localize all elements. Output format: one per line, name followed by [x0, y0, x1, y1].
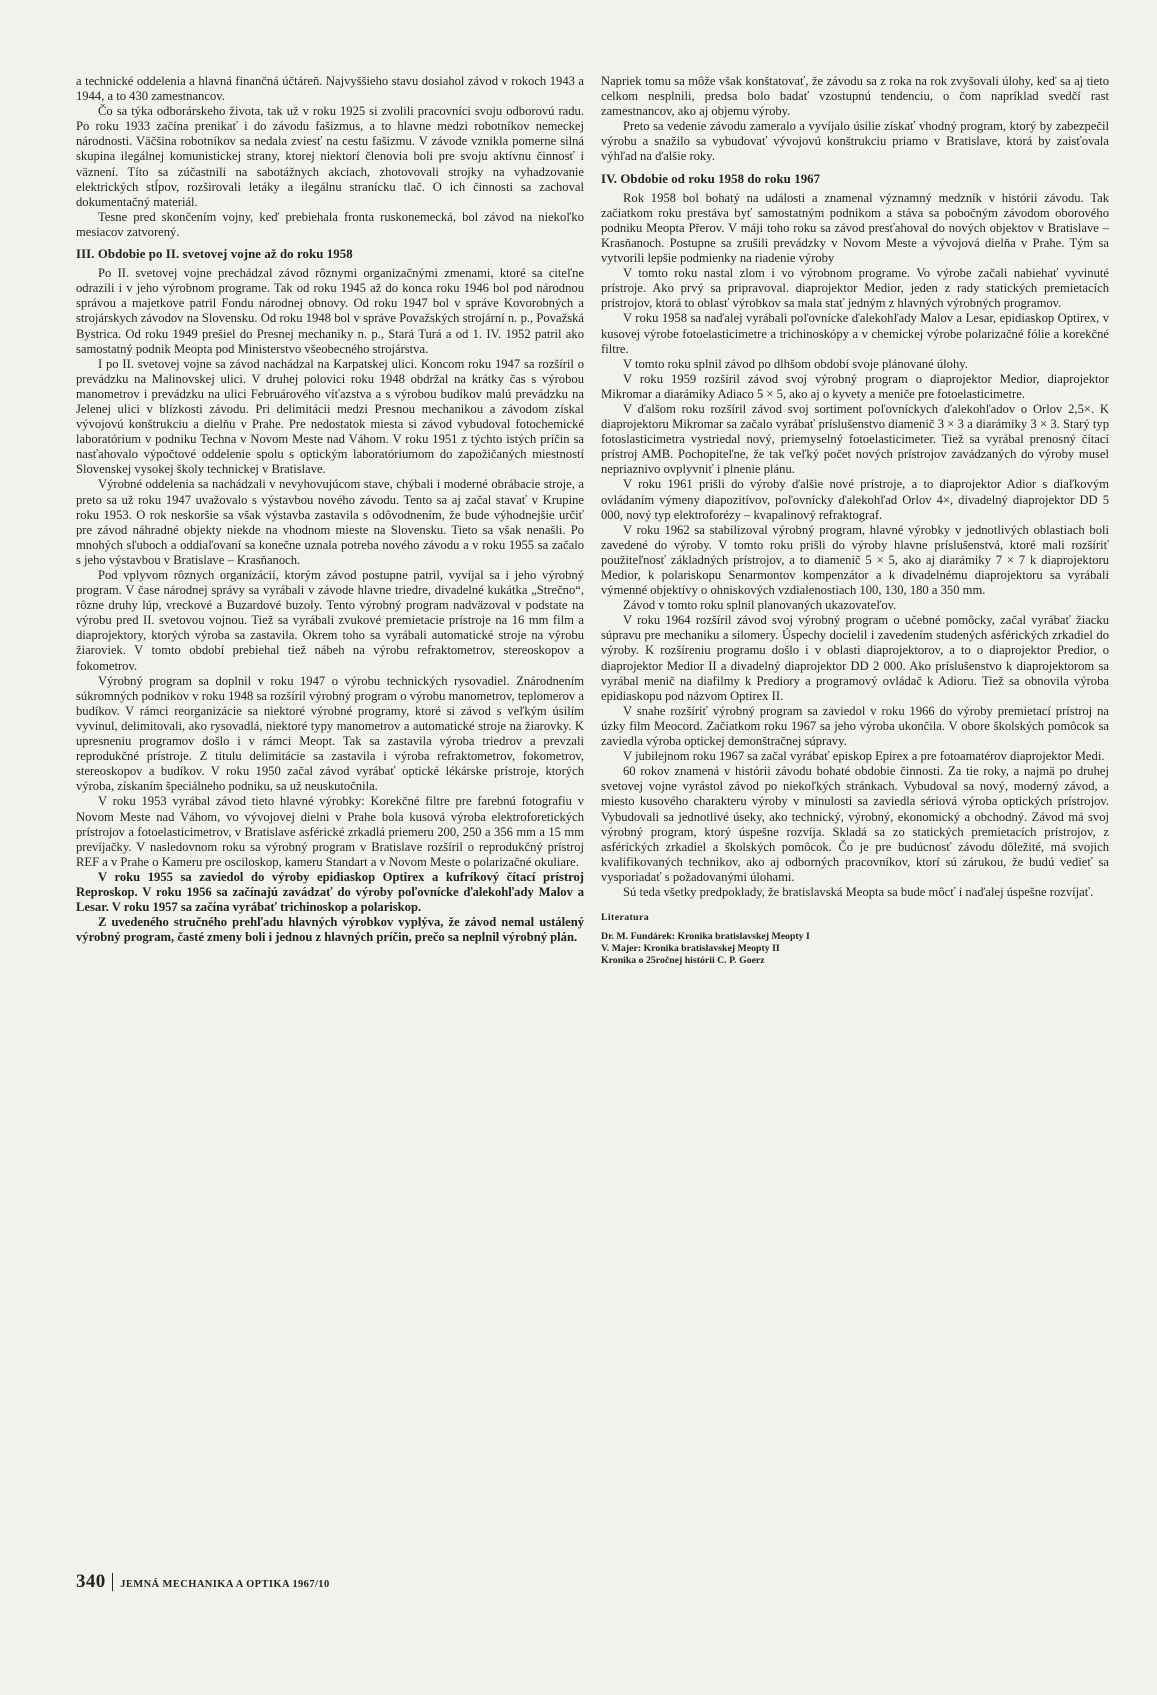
paragraph: a technické oddelenia a hlavná finančná účtáreň. Najvyššieho stavu dosiahol závod v rokoch 1943 a 1944, a to 430 zamestnancov. — [76, 74, 584, 104]
literature-item: Dr. M. Fundárek: Kronika bratislavskej Meopty I — [601, 931, 810, 943]
section-heading: III. Obdobie po II. svetovej vojne až do roku 1958 — [76, 247, 353, 262]
paragraph: Sú teda všetky predpoklady, že bratislavská Meopta sa bude môcť i naďalej úspešne rozvíjať. — [623, 884, 1094, 899]
paragraph: V tomto roku splnil závod po dlhšom období svoje plánované úlohy. — [623, 356, 968, 371]
footer-divider — [112, 1573, 114, 1591]
literature-heading: Literatura — [601, 912, 650, 924]
paragraph: V snahe rozšíriť výrobný program sa zaviedol v roku 1966 do výroby premietací prístroj na úzky film Meocord. Začiatkom roku 1967 sa jeho výroba ukončila. V obore školských pomôcok sa zaviedla výroba optickej demonštračnej súpravy. — [601, 703, 1109, 749]
paragraph: V roku 1964 rozšíril závod svoj výrobný program o učebné pomôcky, začal vyrábať žiacku súpravu pre mechaniku a silomery. Úspechy docielil i zavedením studených asférických zrkadiel do výroby. K rozšíreniu programu došlo i v oblasti diaprojektorov, a to o diaprojektor Predior, o diaprojektor Medior II a divadelný diaprojektor DD 2 000. Ako príslušenstvo k diaprojektorom sa vyrábal menič na diafilmy k Prediorу a programový ovládač k Adioru. Tiež sa obnovila výroba epidiaskopu pod názvom Optirex II. — [601, 613, 1109, 703]
paragraph: Pod vplyvom rôznych organizácií, ktorým závod postupne patril, vyvíjal sa i jeho výrobný program. V čase národnej správy sa vyrábali v závode hlavne triedre, divadelné kukátka „Strečno“, rôzne druhy lúp, vreckové a Buzardové buzoly. Tento výrobný program nadväzoval v podstate na výrobu pred II. svetovou vojnou. Tiež sa vyrábali zvukové premietacie prístroje na 16 mm film a diaprojektory, ktorých výroba sa zastavila. Okrem toho sa vyrábali automatické stroje na výrobu žiaroviek. V tomto období prebiehal tiež nábeh na výrobu refraktometrov, stereoskopov a fokometrov. — [76, 568, 584, 673]
paragraph: V tomto roku nastal zlom i vo výrobnom programe. Vo výrobe začali nabiehať vyvinuté prístroje. Ako prvý sa pripravoval. diaprojektor Medior, jeden z rady statických premietacích prístrojov, ktorá to oblasť výrobkov sa mala stať jedným z hlavných výrobných programov. — [601, 266, 1109, 311]
journal-title: JEMNÁ MECHANIKA A OPTIKA 1967/10 — [120, 1579, 330, 1590]
paragraph: V roku 1958 sa naďalej vyrábali poľovnícke ďalekohľady Malov a Lesar, epidiaskop Optirex, v kusovej výrobe fotoelasticimetre a trichinoskópy a v chemickej výrobe polarizačné fólie a korekčné filtre. — [601, 311, 1109, 356]
paragraph: Napriek tomu sa môže však konštatovať, že závodu sa z roka na rok zvyšovali úlohy, keď sa aj tieto celkom nesplnili, predsa bolo badať vzostupnú tendenciu, o čom napríklad svedčí rast zamestnancov, ako aj objemu výroby. — [601, 74, 1109, 119]
paragraph: Výrobné oddelenia sa nachádzali v nevyhovujúcom stave, chýbali i moderné obrábacie stroje, a preto sa už roku 1947 uvažovalo s výstavbou nového závodu. Tento sa aj začal stavať v Krupine roku 1953. O rok neskoršie sa však výstavba zastavila s odôvodnením, že bude výhodnejšie určiť pre závod náhradné objekty niekde na vhodnom mieste na Slovensku. Tieto sa však nenašli. Po mnohých sľuboch a oddiaľovaní sa konečne uznala potreba nového závodu a v roku 1955 sa začalo s jeho výstavbou v Bratislave – Krasňanoch. — [76, 477, 584, 567]
paragraph: V roku 1959 rozšíril závod svoj výrobný program o diaprojektor Medior, diaprojektor Mikromar a diarámiky Adiaco 5 × 5, ako aj o kyvety a meniče pre fotoelasticimetre. — [601, 371, 1109, 401]
paragraph: Závod v tomto roku splnil planovaných ukazovateľov. — [623, 598, 897, 613]
paragraph: I po II. svetovej vojne sa závod nachádzal na Karpatskej ulici. Koncom roku 1947 sa rozšíril o prevádzku na Malinovskej ulici. V druhej polovici roku 1948 obdržal na krátky čas s výrobou manometrov i prevádzku na ulici Februárového víťazstva a s výrobou budíkov malú prevádzku na Jelenej ulici v blízkosti závodu. Pri delimitácii medzi Presnou mechanikou a závodom získal vývojovú konštrukciu a dielňu v Prahe. Pre nedostatok miesta si závod vybudoval fotochemické laboratórium v podniku Techna v Novom Meste nad Váhom. V roku 1951 z týchto istých príčin sa nasťahovalo výpočtové oddelenie spolu s optickým laboratóriumom do zapožičaných miestností Slovenskej vysokej školy technickej v Bratislave. — [76, 356, 584, 477]
paragraph: Z uvedeného stručného prehľadu hlavných výrobkov vyplýva, že závod nemal ustálený výrobný program, časté zmeny boli i jednou z hlavných príčin, prečo sa neplnil výrobný plán. — [76, 915, 584, 945]
right-column — [601, 74, 1109, 967]
paragraph: V roku 1953 vyrábal závod tieto hlavné výrobky: Korekčné filtre pre farebnú fotografiu v Novom Meste nad Váhom, vo vývojovej dielni v Prahe bola kusová výroba elektroforetických prístrojov a fotoelasticimetrov, v Bratislave asférické zrkadlá priemeru 200, 250 a 356 mm a 15 mm prevíjačky. V nasledovnom roku sa výrobný program v Bratislave rozšíril o reprodukčný prístroj REF a v Prahe o Kameru pre osciloskop, kameru Standart a v Novom Meste o polarizačné okuliare. — [76, 794, 584, 869]
literature-item: V. Majer: Kronika bratislavskej Meopty II — [601, 943, 780, 955]
paragraph: V ďalšom roku rozšíril závod svoj sortiment poľovníckych ďalekohľadov o Orlov 2,5×. K diaprojektoru Mikromar sa začalo vyrábať príslušenstvo diamenič 3 × 3 a diarámiky 3 × 3. Starý typ fotoslasticimetra vystriedal nový, priemyselný fotoelasticimeter. Tiež sa vyrábal prenosný čítací prístroj AMB. Pochopiteľne, že tak veľký počet nových prístrojov zavádzaných do výroby musel nepriaznivo ovplyvniť i plnenie plánu. — [601, 401, 1109, 477]
paragraph: V jubilejnom roku 1967 sa začal vyrábať episkop Epirex a pre fotoamatérov diaprojektor Medi. — [623, 749, 1105, 764]
page-number: 340 — [76, 1571, 106, 1592]
section-heading: IV. Obdobie od roku 1958 do roku 1967 — [601, 171, 821, 186]
paragraph: Rok 1958 bol bohatý na události a znamenal významný medzník v histórii závodu. Tak začiatkom roku prestáva byť samostatným podnikom a stáva sa pobočným závodom oborového podniku Meopta Přerov. V máji toho roku sa závod presťahoval do nových objektov v Bratislave – Krasňanoch. Postupne sa zrušili prevádzky v Novom Meste a vývojová dielňa v Prahe. Tým sa vytvorili lepšie podmienky na riadenie výroby — [601, 190, 1109, 266]
paragraph: Čo sa týka odborárskeho života, tak už v roku 1925 si zvolili pracovníci svoju odborovú radu. Po roku 1933 začína prenikať i do závodu fašizmus, a to hlavne medzi robotníkov nemeckej národnosti. Väčšina robotníkov sa nedala zviesť na cestu fašizmu. V závode vznikla pomerne silná skupina ilegálnej komunistickej strany, ktorej niektorí členovia boli pre svoju aktívnu činnosť i väznení. Títo sa zúčastnili na sabotážnych akciach, zhotovovali strojky na vyhadzovanie elektrických stĺpov, rozširovali letáky a ilegálnu stranícku tlač. O ich činnosti sa zachoval dokumentačný materiál. — [76, 104, 584, 209]
paragraph: Výrobný program sa doplnil v roku 1947 o výrobu technických rysovadiel. Znárodnením súkromných podnikov v roku 1948 sa rozšíril výrobný program o výrobu manometrov, teplomerov a budíkov. V rámci reorganizácie sa niektoré výrobné programy, ktoré si závod s veľkým úsilím vyvinul, delimitovali, ako rysovadlá, niektoré typy manometrov a automatické stroje na žiarovky. K upresneniu programov došlo i v rámci Meopt. Tak sa zastavila výroba triedrov a prevzali reprodukčné prístroje. Z titulu delimitácie sa zastavila i výroba refraktometrov, fokometrov, stereoskopov a budíkov. V roku 1950 začal závod vyrábať optické lékárske prístroje, ktorých výroba, získaním špeciálneho podniku, sa už neuskutočnila. — [76, 673, 584, 794]
paragraph: V roku 1961 prišli do výroby ďalšie nové prístroje, a to diaprojektor Adior s diaľkovým ovládaním výmeny diapozitívov, poľovnícky ďalekohľad Orlov 4×, divadelný diaprojektor DD 5 000, nový typ elektroforézy – kvapalinový refraktograf. — [601, 477, 1109, 522]
paragraph: V roku 1962 sa stabilizoval výrobný program, hlavné výrobky v jednotlivých oblastiach boli zavedené do výroby. V tomto roku prišli do výroby hlavne príslušenstvá, ktoré mali rozšíriť použiteľnosť základných prístrojov, a to diamenič 5 × 5, ako aj diarámiky 7 × 7 k diaprojektoru Medior, k polariskopu Senarmontov kompenzátor a k divadelnému diaprojektoru sa vyrábali výmenné objektívy o ohniskových vzdialenostiach 100, 130, 180 a 350 mm. — [601, 522, 1109, 598]
literature-item: Kronika o 25ročnej histórii C. P. Goerz — [601, 955, 765, 967]
paragraph: V roku 1955 sa zaviedol do výroby epidiaskop Optirex a kufríkový čítací prístroj Reproskop. V roku 1956 sa začínajú zavádzať do výroby poľovnícke ďalekohľady Malov a Lesar. V roku 1957 sa začína vyrábať trichinoskop a polariskop. — [76, 869, 584, 915]
paragraph: Tesne pred skončením vojny, keď prebiehala fronta ruskonemecká, bol závod na niekoľko mesiacov zatvorený. — [76, 209, 584, 239]
paragraph: 60 rokov znamená v histórii závodu bohaté obdobie činnosti. Za tie roky, a najmä po druhej svetovej vojne vyrástol závod po niekoľkých stránkach. Vybudoval sa nový, moderný závod, a miesto kusového charakteru výroby v minulosti sa zaviedla sériová výroba optických prístrojov. Vybudovali sa jednotlivé úseky, ako technický, výrobný, ekonomický a obchodný. Závod má svoj výrobný program, ktorý úspešne rozvíja. Skladá sa zo statických premietacích prístrojov, z asférických zrkadiel a školských pomôcok. Čo je pre budúcnosť závodu dôležité, má svojich kvalifikovaných technikov, ako aj odborných pracovníkov, ktorí sú zárukou, že budú vedieť sa vysporiadať s požadovanými úlohami. — [601, 764, 1109, 884]
paragraph: Preto sa vedenie závodu zameralo a vyvíjalo úsilie získať vhodný program, ktorý by zabezpečil výrobu a snažilo sa vybudovať vývojovú konštrukciu priamo v Bratislave, ktorá by zaisťovala výhľad na ďalšie roky. — [601, 119, 1109, 164]
paragraph: Po II. svetovej vojne prechádzal závod rôznymi organizačnými zmenami, ktoré sa citeľne odrazili i v jeho výrobnom programe. Tak od roku 1945 až do konca roku 1946 bol pod národnou správou a majetkove patril Fondu národnej obnovy. Od roku 1947 bol v správe Kovorobných a strojárskych závodov na Slovensku. Od roku 1948 bol v správe Považských strojární n. p., Považská Bystrica. Od roku 1949 prešiel do Presnej mechaniky n. p., Stará Turá a od 1. IV. 1952 patril ako samostatný podnik Meopta pod Ministerstvo všeobecného strojárstva. — [76, 266, 584, 356]
page-footer — [76, 1571, 330, 1593]
left-column — [76, 74, 584, 945]
